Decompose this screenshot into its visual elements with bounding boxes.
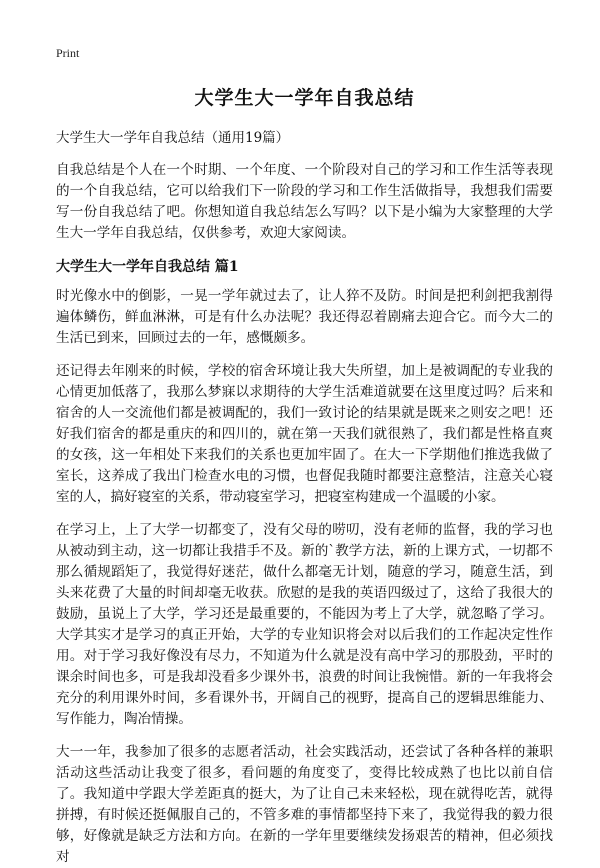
intro-paragraph: 自我总结是个人在一个时期、一个年度、一个阶段对自己的学习和工作生活等表现的一个自我总结，它可以给我们下一阶段的学习和工作生活做指导，我想我们需要写一份自我总结了吧。你想知道自我总结怎么写吗？以下是小编为大家整理的大学生大一学年自我总结，仅供参考，欢迎大家阅读。	[56, 162, 553, 241]
body-paragraph: 在学习上，上了大学一切都变了，没有父母的唠叨，没有老师的监督，我的学习也从被动到主动，这一切都让我措手不及。新的`教学方法，新的上课方式，一切都不那么循规蹈矩了，我觉得好迷茫，做什么都毫无计划，随意的学习，随意生活，到头来花费了大量的时间却毫无收获。欣慰的是我的英语四级过了，这给了我很大的鼓励，虽说上了大学，学习还是最重要的，不能因为考上了大学，就忽略了学习。大学其实才是学习的真正开始，大学的专业知识将会对以后我们的工作起决定性作用。对于学习我好像没有尽力，不知道为什么就是没有高中学习的那股劲，平时的课余时间也多，可是我却没看多少课外书，浪费的时间让我惋惜。新的一年我将会充分的利用课外时间，多看课外书，开阔自己的视野，提高自己的逻辑思维能力、写作能力，陶冶情操。	[56, 522, 553, 727]
body-paragraph: 还记得去年刚来的时候，学校的宿舍环境让我大失所望，加上是被调配的专业我的心情更加低落了，我那么梦寐以求期待的大学生活难道就要在这里度过吗？后来和宿舍的人一交流他们都是被调配的，我们一致讨论的结果就是既来之则安之吧！还好我们宿舍的都是重庆的和四川的，就在第一天我们就很熟了，我们都是性格直爽的女孩，这一年相处下来我们的关系也更加牢固了。在大一下学期他们推选我做了室长，这养成了我出门检查水电的习惯，也督促我随时都要注意整洁，注意关心寝室的人，搞好寝室的关系，带动寝室学习，把寝室构建成一个温暖的小家。	[56, 363, 553, 505]
body-paragraph: 时光像水中的倒影，一晃一学年就过去了，让人猝不及防。时间是把利剑把我割得遍体鳞伤，鲜血淋淋，可是有什么办法呢？我还得忍着剧痛去迎合它。而今大二的生活已到来，回顾过去的一年，感慨颇多。	[56, 288, 553, 346]
body-paragraph: 大一一年，我参加了很多的志愿者活动，社会实践活动，还尝试了各种各样的兼职活动这些活动让我变了很多，看问题的角度变了，变得比较成熟了也比以前自信了。我知道中学跟大学差距真的挺大，为了让自己未来轻松，现在就得吃苦，就得拼搏，有时候还挺佩服自己的，不管多难的事情都坚持下来了，我觉得我的毅力很够，好像就是缺乏方法和方向。在新的一学年里要继续发扬艰苦的精神，但必须找对	[56, 744, 553, 865]
page-title: 大学生大一学年自我总结	[194, 87, 415, 109]
section-heading: 大学生大一学年自我总结 篇1	[56, 259, 239, 275]
document-subtitle: 大学生大一学年自我总结（通用19篇）	[56, 130, 290, 146]
print-link[interactable]: Print	[56, 46, 80, 60]
